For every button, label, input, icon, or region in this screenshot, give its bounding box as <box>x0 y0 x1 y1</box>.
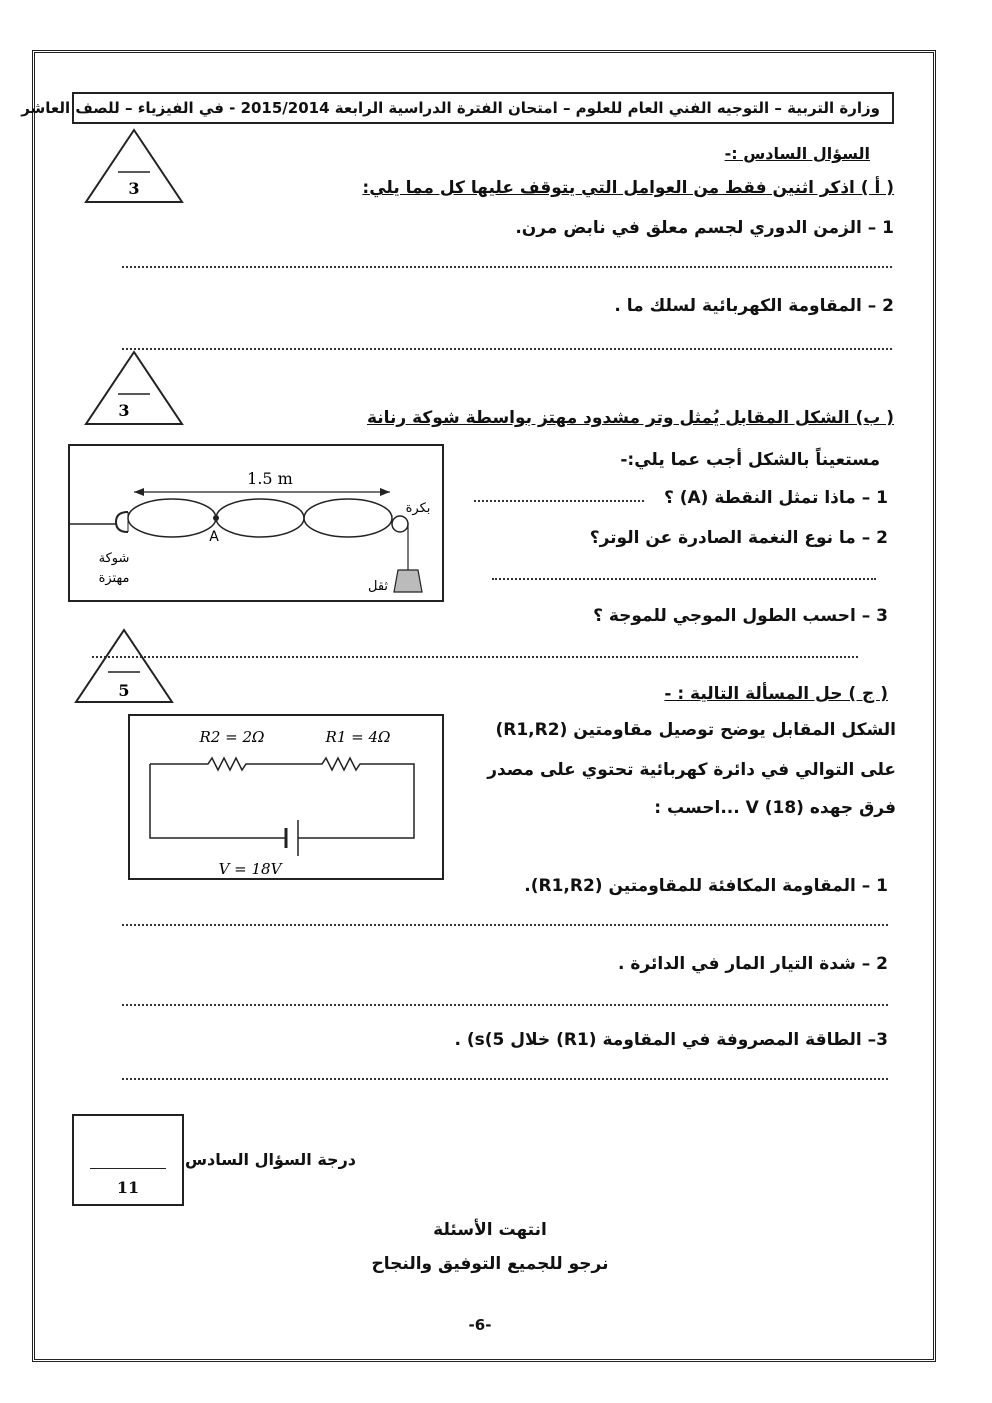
answer-line[interactable] <box>122 1004 888 1006</box>
weight-label: ثقل <box>367 579 389 594</box>
part-a-item-2: 2 – المقاومة الكهربائية لسلك ما . <box>614 296 894 316</box>
part-c-item-1: 1 – المقاومة المكافئة للمقاومتين (R1,R2). <box>524 876 888 896</box>
point-a-label: A <box>209 529 219 545</box>
score-value-a: 3 <box>128 179 140 198</box>
fork-label-1: شوكة <box>98 551 130 566</box>
answer-line[interactable] <box>122 266 892 268</box>
answer-line[interactable] <box>92 656 858 658</box>
question-title: السؤال السادس :- <box>724 144 870 163</box>
answer-line[interactable] <box>474 500 644 502</box>
voltage-label: V = 18V <box>218 860 282 878</box>
part-b-heading: ( ب) الشكل المقابل يُمثل وتر مشدود مهتز بواسطة شوكة رنانة <box>366 408 894 428</box>
total-score-box <box>72 1114 184 1206</box>
end-text: انتهت الأسئلة <box>433 1220 547 1240</box>
part-b-item-2: 2 – ما نوع النغمة الصادرة عن الوتر؟ <box>589 528 888 548</box>
length-label: 1.5 m <box>247 469 293 488</box>
part-b-intro: مستعيناً بالشكل أجب عما يلي:- <box>620 450 880 470</box>
score-triangle-a <box>84 128 184 204</box>
r2-label: R2 = 2Ω <box>199 728 265 746</box>
score-triangle-b <box>84 350 184 426</box>
node-point-a <box>213 515 219 521</box>
score-value-c: 5 <box>118 681 130 700</box>
part-c-item-2: 2 – شدة التيار المار في الدائرة . <box>617 954 888 974</box>
total-score-value: 11 <box>116 1178 140 1197</box>
part-c-heading: ( ج ) حل المسألة التالية : - <box>664 684 888 704</box>
part-b-item-1: 1 – ماذا تمثل النقطة (A) ؟ <box>663 488 888 508</box>
vibrating-string-figure <box>68 444 444 602</box>
fork-label-2: مهتزة <box>98 571 130 586</box>
total-score-label: درجة السؤال السادس <box>184 1150 356 1169</box>
circuit-figure <box>128 714 444 880</box>
answer-line[interactable] <box>492 578 876 580</box>
score-triangle-c <box>74 628 174 704</box>
answer-line[interactable] <box>122 924 888 926</box>
part-a-item-1: 1 – الزمن الدوري لجسم معلق في نابض مرن. <box>515 218 894 238</box>
r1-label: R1 = 4Ω <box>325 728 391 746</box>
wish-text: نرجو للجميع التوفيق والنجاح <box>371 1254 609 1274</box>
part-c-desc-line-3: فرق جهده V (18) ...احسب : <box>654 798 896 818</box>
page-number: -6- <box>468 1316 492 1334</box>
answer-line[interactable] <box>122 348 892 350</box>
score-value-b: 3 <box>118 401 130 420</box>
part-c-desc-line-1: الشكل المقابل يوضح توصيل مقاومتين (R1,R2) <box>495 720 896 740</box>
part-c-item-3: 3– الطاقة المصروفة في المقاومة (R1) خلال 5)s) . <box>454 1030 888 1050</box>
pulley-label: بكرة <box>405 501 431 516</box>
part-a-heading: ( أ ) اذكر اثنين فقط من العوامل التي يتوقف عليها كل مما يلي: <box>362 178 894 198</box>
exam-header: وزارة التربية – التوجيه الفني العام للعلوم – امتحان الفترة الدراسية الرابعة 2015/2014 - في الفيزياء – للصف العاشر <box>72 92 894 124</box>
answer-line[interactable] <box>122 1078 888 1080</box>
part-b-item-3: 3 – احسب الطول الموجي للموجة ؟ <box>593 606 888 626</box>
part-c-desc-line-2: على التوالي في دائرة كهربائية تحتوي على مصدر <box>487 760 896 780</box>
